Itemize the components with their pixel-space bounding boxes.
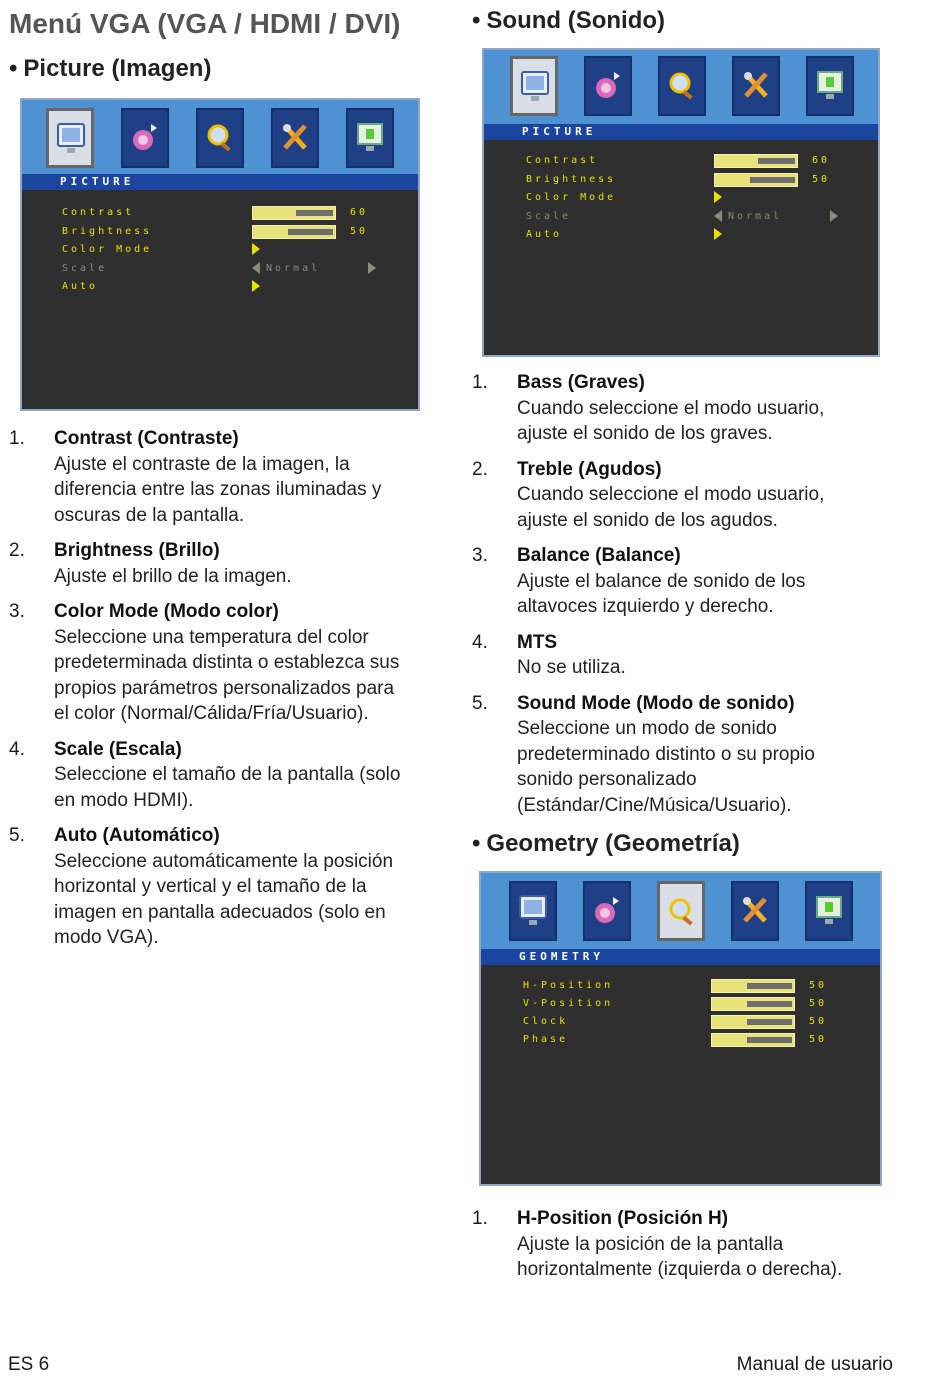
osd-row-label: V-Position xyxy=(523,998,614,1009)
osd-menu-header-label: GEOMETRY xyxy=(519,950,604,963)
osd-menu-header-label: PICTURE xyxy=(60,175,135,188)
item-description-line: Ajuste la posición de la pantalla xyxy=(517,1233,784,1255)
item-description-line: Ajuste el brillo de la imagen. xyxy=(54,565,292,587)
item-term: Brightness (Brillo) xyxy=(54,540,220,561)
osd-submenu-arrow-icon xyxy=(714,191,722,203)
magnifier-icon xyxy=(657,881,705,941)
item-description-line: Seleccione automáticamente la posición xyxy=(54,850,394,872)
item-description-line: predeterminado distinto o su propio xyxy=(517,743,815,765)
item-number: 4. xyxy=(9,738,25,760)
item-number: 2. xyxy=(472,458,488,480)
osd-row xyxy=(526,210,868,226)
item-description-line: Seleccione el tamaño de la pantalla (solo xyxy=(54,764,401,785)
osd-row xyxy=(523,997,870,1013)
item-number: 5. xyxy=(9,825,25,846)
osd-slider xyxy=(711,997,795,1011)
item-description-line: diferencia entre las zonas iluminadas y xyxy=(54,479,382,500)
section-title-sound-text: Sound (Sonido) xyxy=(486,7,666,34)
osd-row-label: Auto xyxy=(62,281,99,292)
bullet: • xyxy=(472,830,481,857)
item-description-line: Seleccione un modo de sonido xyxy=(517,718,777,739)
osd-slider xyxy=(714,173,798,187)
item-number: 5. xyxy=(472,692,488,714)
magnifier-icon xyxy=(196,108,244,168)
osd-row xyxy=(523,979,870,995)
item-number: 1. xyxy=(472,372,488,393)
osd-row-label: Scale xyxy=(62,262,108,274)
item-description-line: propios parámetros personalizados para xyxy=(54,677,395,699)
osd-sound-screenshot xyxy=(482,48,880,357)
tools-icon xyxy=(731,881,779,941)
osd-slider-value: 50 xyxy=(812,173,831,185)
osd-icon-bar xyxy=(481,873,880,949)
item-description-line: horizontal y vertical y el tamaño de la xyxy=(54,876,367,897)
osd-row-label: Color Mode xyxy=(62,244,153,255)
item-description-line: Seleccione una temperatura del color xyxy=(54,626,369,648)
section-title-picture-text: Picture (Imagen) xyxy=(23,55,212,82)
pc-settings-icon xyxy=(805,881,853,941)
osd-choice-value: Normal xyxy=(728,210,783,222)
section-title-picture xyxy=(9,55,211,83)
monitor-icon xyxy=(509,881,557,941)
osd-menu-header xyxy=(481,949,880,965)
osd-menu-header xyxy=(484,124,878,140)
osd-submenu-arrow-icon xyxy=(714,228,722,240)
item-term: Contrast (Contraste) xyxy=(54,428,239,449)
monitor-icon xyxy=(46,108,94,168)
item-description-line: Ajuste el contraste de la imagen, la xyxy=(54,453,350,475)
item-number: 3. xyxy=(472,545,488,566)
osd-slider-value: 50 xyxy=(809,980,828,991)
osd-slider-fill xyxy=(750,177,795,183)
pc-settings-icon xyxy=(346,108,394,168)
osd-row-label: Color Mode xyxy=(526,192,617,203)
item-number: 1. xyxy=(9,428,25,449)
osd-row xyxy=(526,191,868,207)
osd-choice-value: Normal xyxy=(266,262,321,274)
osd-submenu-arrow-icon xyxy=(252,280,260,292)
osd-right-arrow-icon xyxy=(368,262,376,274)
item-description-line: (Estándar/Cine/Música/Usuario). xyxy=(517,794,792,816)
item-description-line: horizontalmente (izquierda o derecha). xyxy=(517,1259,843,1280)
osd-slider-fill xyxy=(747,983,792,989)
footer-manual-title: Manual de usuario xyxy=(736,1354,893,1375)
osd-row xyxy=(526,173,868,189)
osd-row-label: Contrast xyxy=(526,155,599,166)
osd-slider-value: 50 xyxy=(809,1034,828,1045)
osd-icon-bar xyxy=(22,100,418,174)
sound-icon xyxy=(121,108,169,168)
item-term: Balance (Balance) xyxy=(517,545,681,566)
item-description-line: el color (Normal/Cálida/Fría/Usuario). xyxy=(54,703,369,724)
pc-settings-icon xyxy=(806,56,854,116)
page-title: Menú VGA (VGA / HDMI / DVI) xyxy=(9,8,401,39)
osd-row-label: Clock xyxy=(523,1016,569,1027)
osd-row xyxy=(62,243,408,259)
item-description-line: Cuando seleccione el modo usuario, xyxy=(517,484,825,505)
tools-icon xyxy=(732,56,780,116)
osd-slider-fill xyxy=(747,1019,792,1025)
item-description-line: imagen en pantalla adecuados (solo en xyxy=(54,901,386,923)
section-title-sound xyxy=(472,7,665,35)
osd-slider xyxy=(714,154,798,168)
osd-row xyxy=(526,154,868,170)
osd-row xyxy=(526,228,868,244)
sound-icon xyxy=(584,56,632,116)
osd-slider-value: 60 xyxy=(812,155,831,166)
osd-slider-fill xyxy=(288,229,333,235)
item-term: H-Position (Posición H) xyxy=(517,1208,729,1229)
osd-geometry-screenshot xyxy=(479,871,882,1186)
item-term: MTS xyxy=(517,631,558,653)
footer-page-number: ES 6 xyxy=(8,1354,50,1375)
osd-row-label: H-Position xyxy=(523,980,614,991)
item-term: Bass (Graves) xyxy=(517,372,645,393)
item-description-line: sonido personalizado xyxy=(517,769,697,790)
osd-right-arrow-icon xyxy=(830,210,838,222)
item-term: Sound Mode (Modo de sonido) xyxy=(517,692,795,714)
item-term: Treble (Agudos) xyxy=(517,458,662,480)
osd-row-label: Auto xyxy=(526,229,563,240)
monitor-icon xyxy=(510,56,558,116)
osd-slider xyxy=(252,225,336,239)
bullet: • xyxy=(9,55,18,82)
osd-slider-value: 50 xyxy=(350,225,369,237)
osd-slider xyxy=(711,1015,795,1029)
item-description-line: predeterminada distinta o establezca sus xyxy=(54,652,400,673)
item-description-line: modo VGA). xyxy=(54,927,159,948)
osd-row xyxy=(62,225,408,241)
osd-menu-header xyxy=(22,174,418,190)
item-description-line: oscuras de la pantalla. xyxy=(54,504,245,526)
section-title-geometry-text: Geometry (Geometría) xyxy=(486,830,740,857)
item-description-line: en modo HDMI). xyxy=(54,789,194,811)
osd-menu-header-label: PICTURE xyxy=(522,125,597,138)
osd-slider xyxy=(711,979,795,993)
section-title-geometry xyxy=(472,830,740,858)
magnifier-icon xyxy=(658,56,706,116)
osd-row-label: Scale xyxy=(526,210,572,222)
item-term: Auto (Automático) xyxy=(54,825,220,846)
item-term: Scale (Escala) xyxy=(54,738,182,760)
osd-slider-fill xyxy=(296,210,333,216)
item-number: 4. xyxy=(472,631,488,653)
osd-row xyxy=(62,206,408,222)
osd-icon-bar xyxy=(484,50,878,124)
osd-left-arrow-icon xyxy=(252,262,260,274)
osd-row xyxy=(62,262,408,278)
item-description-line: Cuando seleccione el modo usuario, xyxy=(517,397,825,419)
bullet: • xyxy=(472,7,481,34)
osd-slider xyxy=(252,206,336,220)
osd-row-label: Brightness xyxy=(62,225,153,237)
item-description-line: No se utiliza. xyxy=(517,657,626,678)
osd-picture-screenshot xyxy=(20,98,420,411)
osd-slider-fill xyxy=(747,1037,792,1043)
item-description-line: ajuste el sonido de los agudos. xyxy=(517,509,778,531)
osd-row xyxy=(523,1033,870,1049)
item-number: 3. xyxy=(9,601,25,622)
item-description-line: ajuste el sonido de los graves. xyxy=(517,423,773,444)
item-description-line: altavoces izquierdo y derecho. xyxy=(517,596,774,617)
osd-slider-value: 50 xyxy=(809,998,828,1009)
osd-slider-fill xyxy=(758,158,795,164)
osd-slider-value: 50 xyxy=(809,1016,828,1027)
item-number: 2. xyxy=(9,540,25,561)
osd-slider-fill xyxy=(747,1001,792,1007)
osd-slider-value: 60 xyxy=(350,207,369,218)
osd-left-arrow-icon xyxy=(714,210,722,222)
osd-row-label: Brightness xyxy=(526,173,617,185)
item-term: Color Mode (Modo color) xyxy=(54,601,279,622)
osd-row xyxy=(523,1015,870,1031)
sound-icon xyxy=(583,881,631,941)
item-number: 1. xyxy=(472,1208,488,1229)
tools-icon xyxy=(271,108,319,168)
osd-row xyxy=(62,280,408,296)
osd-row-label: Contrast xyxy=(62,207,135,218)
osd-row-label: Phase xyxy=(523,1034,569,1045)
item-description-line: Ajuste el balance de sonido de los xyxy=(517,570,806,592)
osd-slider xyxy=(711,1033,795,1047)
osd-submenu-arrow-icon xyxy=(252,243,260,255)
